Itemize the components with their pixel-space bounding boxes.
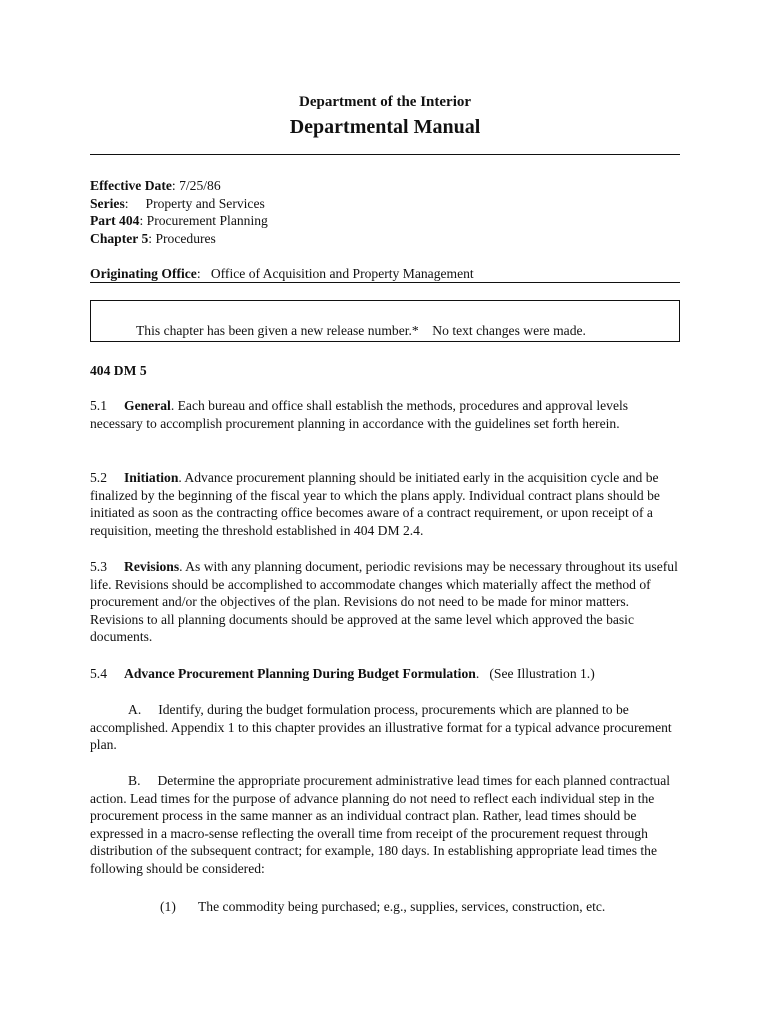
chapter-label: Chapter 5 bbox=[90, 230, 149, 246]
effective-date-value: : 7/25/86 bbox=[171, 178, 221, 193]
section-text: . As with any planning document, periodic revisions may be necessary throughout its useful life. Revisions should be accomplished to accommodate changes which materially affect the method of procurement and/or the objectives of the plan. Revisions do not need to be made for minor matters. Revisions to all planning documents should be approved at the same level which approved the basic documents. bbox=[90, 559, 678, 645]
list-item-number: (1) bbox=[160, 899, 176, 914]
section-text: . Advance procurement planning should be initiated early in the acquisition cycle and be finalized by the beginning of the fiscal year to which the plans apply. Individual contract plans should be initiated as soon as the contracting office becomes aware of a contract requirement, or upon receipt of a requisition, meeting the threshold established in 404 DM 2.4. bbox=[90, 470, 660, 538]
section-number: 5.2 bbox=[90, 470, 107, 485]
section-number: 5.1 bbox=[90, 398, 107, 413]
agency-name: Department of the Interior bbox=[298, 94, 472, 110]
chapter-value: : Procedures bbox=[148, 230, 216, 246]
subsection-letter: A. bbox=[128, 702, 142, 717]
section-number: 5.4 bbox=[90, 666, 107, 681]
chapter-line bbox=[90, 230, 680, 248]
section-5-4 bbox=[90, 665, 680, 683]
part-line bbox=[90, 212, 680, 230]
section-heading: Initiation bbox=[124, 470, 179, 485]
subsection-a bbox=[90, 701, 680, 754]
series-value: : Property and Services bbox=[124, 195, 265, 211]
section-text: . Each bureau and office shall establish the methods, procedures and approval levels necessary to accomplish procurement planning in accordance with the guidelines set forth herein. bbox=[90, 398, 629, 431]
section-heading: General bbox=[124, 398, 171, 413]
originating-rule bbox=[90, 282, 680, 283]
originating-office-line bbox=[90, 265, 680, 283]
section-heading: Advance Procurement Planning During Budget Formulation bbox=[124, 666, 476, 681]
originating-office-value: : Office of Acquisition and Property Management bbox=[196, 266, 474, 281]
subsection-text: Determine the appropriate procurement administrative lead times for each planned contractual action. Lead times for the purpose of advance planning do not need to reflect each individual step in the procurement process in the same manner as an individual contract plan. Rather, lead times should be expressed in a macro-sense reflecting the overall time from receipt of the procurement request through distribution of the subsequent contract; for example, 180 days. In establishing appropriate lead times the following should be considered: bbox=[90, 773, 671, 876]
section-heading: Revisions bbox=[124, 559, 180, 574]
section-5-3 bbox=[90, 558, 680, 646]
section-text: . (See Illustration 1.) bbox=[475, 666, 595, 681]
list-item-text: The commodity being purchased; e.g., supplies, services, construction, etc. bbox=[198, 899, 606, 914]
effective-date-line bbox=[90, 177, 680, 195]
release-notice-text: This chapter has been given a new release number.* No text changes were made. bbox=[136, 323, 586, 338]
originating-office-label: Originating Office bbox=[90, 266, 197, 281]
release-notice-box bbox=[90, 300, 680, 342]
subsection-letter: B. bbox=[128, 773, 141, 788]
manual-title: Departmental Manual bbox=[289, 116, 481, 138]
subsection-text: Identify, during the budget formulation process, procurements which are planned to be accomplished. Appendix 1 to this chapter provides an illustrative format for a typical advance procurement plan. bbox=[90, 702, 672, 753]
series-label: Series bbox=[90, 195, 125, 211]
section-5-1 bbox=[90, 397, 680, 432]
effective-date-label: Effective Date bbox=[90, 178, 172, 193]
series-line bbox=[90, 195, 680, 213]
part-value: : Procurement Planning bbox=[139, 213, 268, 229]
metadata-block bbox=[90, 177, 680, 247]
subsection-b bbox=[90, 772, 680, 878]
document-id: 404 DM 5 bbox=[90, 363, 147, 378]
section-number: 5.3 bbox=[90, 559, 107, 574]
section-5-2 bbox=[90, 469, 680, 539]
list-item bbox=[160, 898, 605, 916]
header-rule bbox=[90, 154, 680, 155]
part-label: Part 404 bbox=[90, 213, 140, 229]
